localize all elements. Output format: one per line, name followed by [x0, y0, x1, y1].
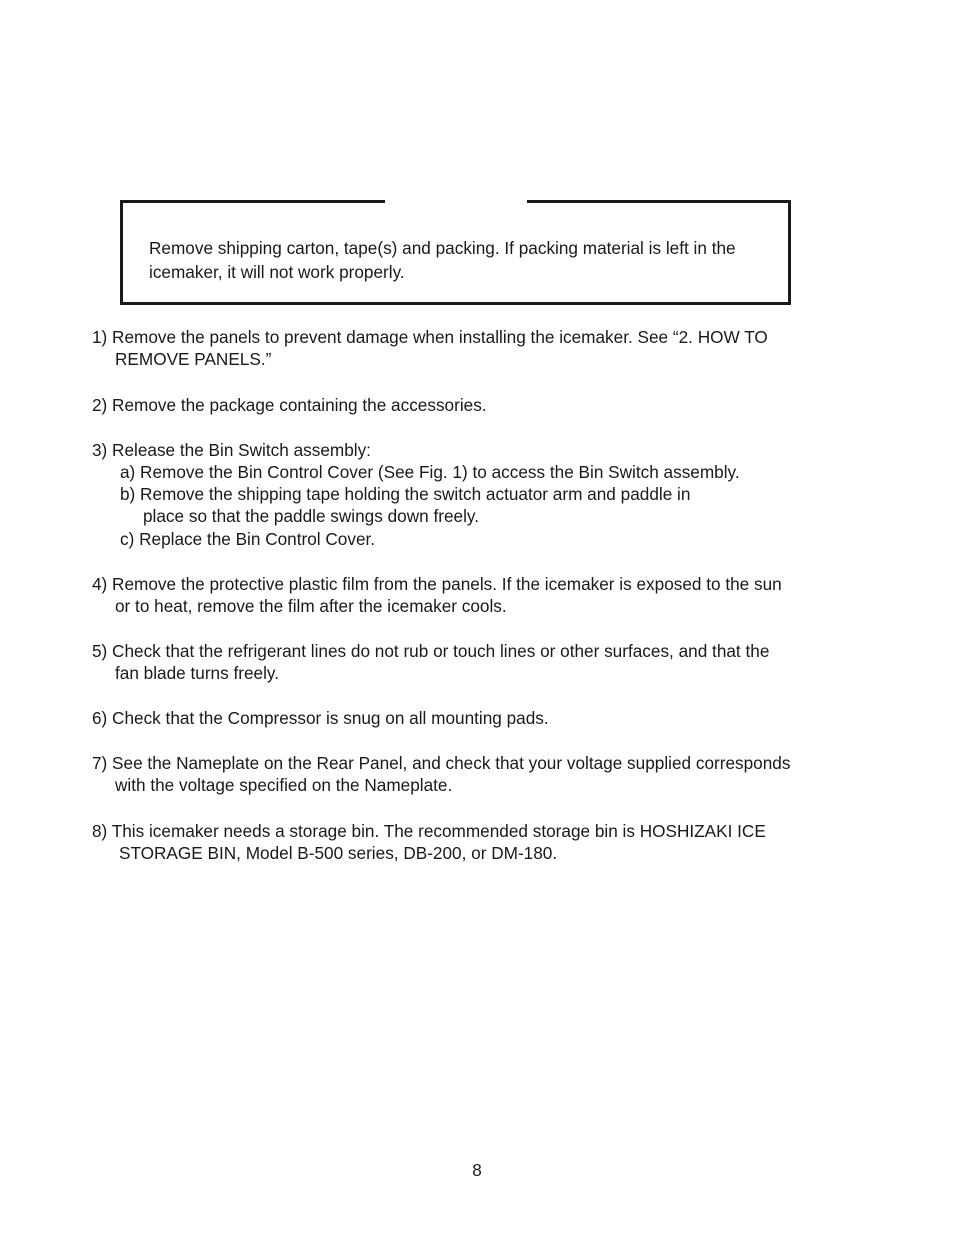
step-1 — [92, 326, 832, 371]
step-2 — [92, 394, 832, 416]
notice-text-line: icemaker, it will not work properly. — [149, 261, 405, 282]
page-number: 8 — [472, 1160, 482, 1180]
step-8-continuation: STORAGE BIN, Model B-500 series, DB-200, or DM-180. — [119, 843, 558, 864]
step-8-line: 8) This icemaker needs a storage bin. The recommended storage bin is HOSHIZAKI ICE — [92, 821, 766, 841]
step-7-continuation: with the voltage specified on the Nameplate. — [115, 775, 453, 796]
notice-text-line: Remove shipping carton, tape(s) and packing. If packing material is left in the — [149, 238, 736, 258]
step-8 — [92, 820, 832, 865]
step-4 — [92, 573, 832, 618]
step-5-line: 5) Check that the refrigerant lines do not rub or touch lines or other surfaces, and that the — [92, 641, 770, 661]
substep-a-line: a) Remove the Bin Control Cover (See Fig. 1) to access the Bin Switch assembly. — [120, 462, 740, 482]
step-3 — [92, 439, 832, 461]
notice-title-gap — [385, 199, 527, 205]
step-4-continuation: or to heat, remove the film after the icemaker cools. — [115, 596, 507, 617]
notice-box — [120, 200, 791, 305]
step-6 — [92, 707, 832, 729]
step-5 — [92, 640, 832, 685]
step-5-continuation: fan blade turns freely. — [115, 663, 280, 684]
notice-text — [149, 237, 774, 284]
substep-a — [120, 461, 820, 483]
substep-b-line: b) Remove the shipping tape holding the switch actuator arm and paddle in — [120, 484, 691, 504]
substep-c-line: c) Replace the Bin Control Cover. — [120, 529, 376, 549]
step-1-continuation: REMOVE PANELS.” — [115, 349, 272, 370]
substep-c — [120, 528, 820, 550]
step-3-line: 3) Release the Bin Switch assembly: — [92, 440, 371, 460]
step-1-line: 1) Remove the panels to prevent damage when installing the icemaker. See “2. HOW TO — [92, 327, 768, 347]
step-6-line: 6) Check that the Compressor is snug on all mounting pads. — [92, 708, 549, 728]
step-7-line: 7) See the Nameplate on the Rear Panel, and check that your voltage supplied corresponds — [92, 753, 791, 773]
substep-b-continuation: place so that the paddle swings down freely. — [143, 506, 479, 527]
step-4-line: 4) Remove the protective plastic film from the panels. If the icemaker is exposed to the sun — [92, 574, 782, 594]
substep-b — [120, 483, 820, 528]
step-2-line: 2) Remove the package containing the accessories. — [92, 395, 487, 415]
step-7 — [92, 752, 832, 797]
